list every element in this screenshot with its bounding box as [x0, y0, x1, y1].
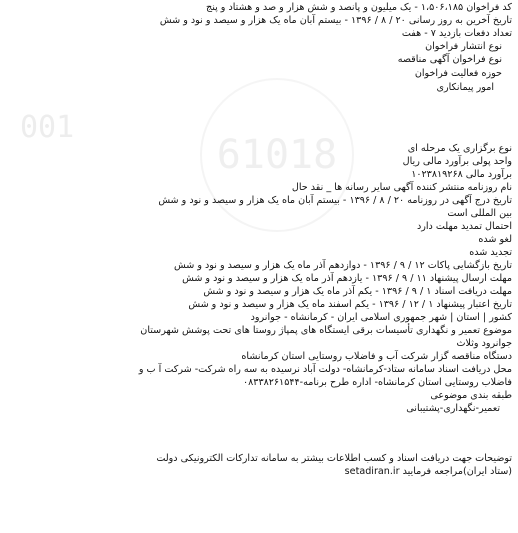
- subject-category-label: طبقه بندی موضوعی: [430, 390, 512, 401]
- activity-field-value: امور پیمانکاری: [436, 82, 494, 93]
- document-location-2: فاضلاب روستایی استان کرمانشاه- اداره طرح برنامه-۰۸۳۳۸۲۶۱۵۴۴: [242, 377, 512, 388]
- last-update-date: تاریخ آخرین به روز رسانی ۲۰ / ۸ / ۱۳۹۶ - بیستم آبان ماه یک هزار و سیصد و نود و شش: [159, 15, 512, 26]
- holding-type: نوع برگزاری یک مرحله ای: [407, 143, 512, 154]
- document-location-1: محل دریافت اسناد سامانه ستاد-کرمانشاه- دولت آباد نرسیده به سه راه شرکت- شرکت آ ب و: [138, 364, 512, 375]
- location: کشور | استان | شهر جمهوری اسلامی ایران - کرمانشاه - جوانرود: [250, 312, 512, 323]
- tender-code: کد فراخوان ۱،۵۰۶،۱۸۵ - یک میلیون و پانصد و شش هزار و صد و هشتاد و پنج: [206, 2, 512, 13]
- international-flag: بین المللی است: [447, 208, 512, 219]
- tendering-organization: دستگاه مناقصه گزار شرکت آب و فاضلاب روستایی استان کرمانشاه: [241, 351, 512, 362]
- watermark-number: 61018: [216, 132, 338, 178]
- renewed-flag: تجدید شده: [469, 247, 512, 258]
- opening-date: تاریخ بازگشایی پاکات ۱۲ / ۹ / ۱۳۹۶ - دوازدهم آذر ماه یک هزار و سیصد و نود و شش: [174, 260, 512, 271]
- tender-type: نوع فراخوان آگهی مناقصه: [397, 54, 502, 65]
- extension-flag: احتمال تمدید مهلت دارد: [416, 221, 512, 232]
- proposal-deadline: مهلت ارسال پیشنهاد ۱۱ / ۹ / ۱۳۹۶ - یازدهم آذر ماه یک هزار و سیصد و نود و شش: [182, 273, 512, 284]
- currency-unit: واحد پولی برآورد مالی ریال: [402, 156, 512, 167]
- proposal-validity: تاریخ اعتبار پیشنهاد ۱ / ۱۲ / ۱۳۹۶ - یکم اسفند ماه یک هزار و سیصد و نود و شش: [188, 299, 512, 310]
- description-line-2: (ستاد ایران)مراجعه فرمایید setadiran.ir: [344, 466, 512, 477]
- subject-line-1: موضوع تعمیر و نگهداری تأسیسات برقی ایستگاه های پمپاژ روستا های تحت پوشش شهرستان: [140, 325, 512, 336]
- watermark-seal: [200, 78, 354, 232]
- watermark-number-2: 001: [20, 110, 75, 145]
- activity-field-label: حوزه فعالیت فراخوان: [414, 68, 502, 79]
- newspaper-date: تاریخ درج آگهی در روزنامه ۲۰ / ۸ / ۱۳۹۶ - بیستم آبان ماه یک هزار و سیصد و نود و شش: [158, 195, 512, 206]
- estimated-budget: برآورد مالی ۱۰۲۳۸۱۹۲۶۸: [411, 169, 512, 180]
- cancelled-flag: لغو شده: [478, 234, 512, 245]
- newspaper-name: نام روزنامه منتشر کننده آگهی سایر رسانه ها _ نقد حال: [291, 182, 512, 193]
- publish-type: نوع انتشار فراخوان: [425, 41, 502, 52]
- visit-count: تعداد دفعات بازدید ۷ - هفت: [401, 28, 512, 39]
- subject-line-2: جوانرود وثلاث: [456, 338, 512, 349]
- document-deadline: مهلت دریافت اسناد ۱ / ۹ / ۱۳۹۶ - یکم آذر ماه یک هزار و سیصد و نود و شش: [203, 286, 512, 297]
- description-line-1: توضیحات جهت دریافت اسناد و کسب اطلاعات بیشتر به سامانه تدارکات الکترونیکی دولت: [156, 453, 512, 464]
- subject-category-value: تعمیر-نگهداری-پشتیبانی: [406, 403, 500, 414]
